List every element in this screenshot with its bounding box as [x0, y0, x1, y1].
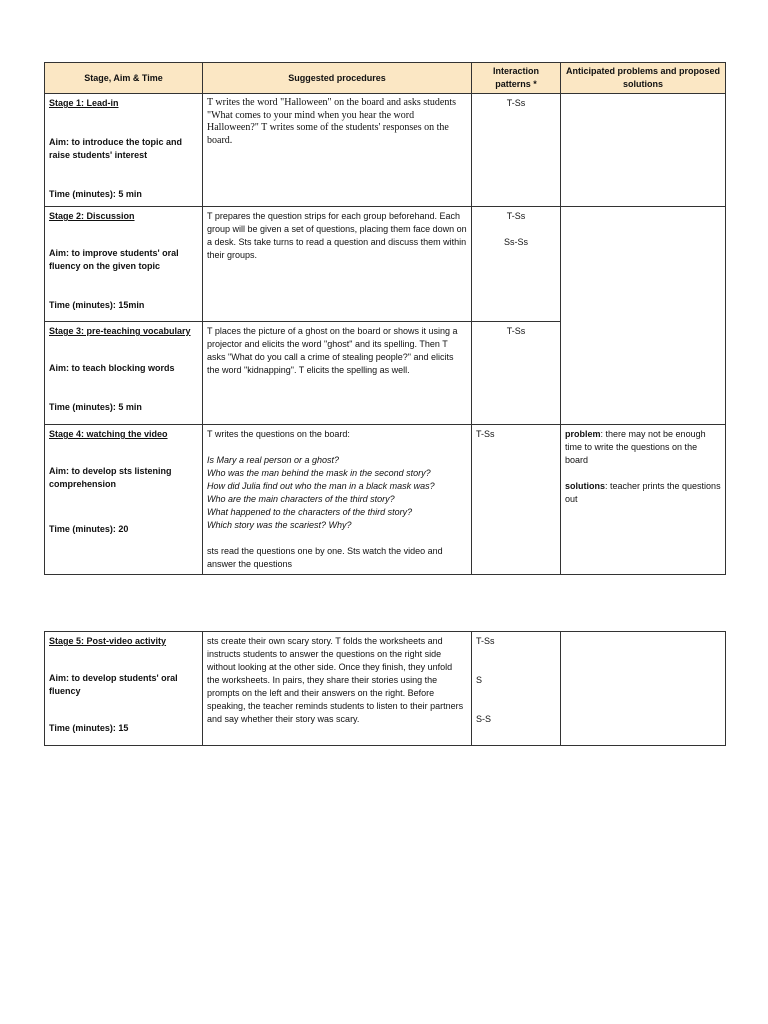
stage2-time: Time (minutes): 15min — [49, 300, 145, 310]
header-problems: Anticipated problems and proposed solutions — [561, 63, 726, 94]
stage4-question-2: Who was the man behind the mask in the second story? — [207, 468, 431, 478]
stage5-pattern-1: T-Ss — [476, 636, 495, 646]
stage4-procedure-outro: sts read the questions one by one. Sts watch the video and answer the questions — [207, 546, 443, 569]
stage3-pattern: T-Ss — [506, 326, 526, 336]
stage5-info — [45, 632, 203, 746]
stage4-procedure-intro: T writes the questions on the board: — [207, 429, 350, 439]
stage2-aim: Aim: to improve students' oral fluency on the given topic — [49, 248, 179, 271]
stage5-pattern-3: S-S — [476, 714, 492, 724]
stage4-problem-label: problem — [565, 429, 601, 439]
stage3-title: Stage 3: pre-teaching vocabulary — [49, 326, 191, 336]
stage3-info — [45, 322, 203, 425]
stage5-pattern-2: S — [476, 675, 483, 685]
stage2-info — [45, 207, 203, 322]
stage2-pattern-1: T-Ss — [506, 211, 526, 221]
stage4-question-4: Who are the main characters of the third story? — [207, 494, 395, 504]
stage3-time: Time (minutes): 5 min — [49, 402, 142, 412]
stage4-problems — [561, 425, 726, 575]
stage1-aim: Aim: to introduce the topic and raise students' interest — [49, 137, 182, 160]
table-row-stage1 — [45, 94, 726, 207]
stage5-title: Stage 5: Post-video activity — [49, 636, 167, 646]
stage4-aim: Aim: to develop sts listening comprehension — [49, 466, 172, 489]
stage4-time: Time (minutes): 20 — [49, 524, 129, 534]
stage4-info — [45, 425, 203, 575]
stage1-procedure: T writes the word "Halloween" on the board and asks students "What comes to your mind when you hear the word Halloween?" T writes some of the students' responses on the board. — [203, 94, 472, 207]
stage4-question-6: Which story was the scariest? Why? — [207, 520, 352, 530]
table-row-stage5 — [45, 632, 726, 746]
stage4-question-5: What happened to the characters of the third story? — [207, 507, 413, 517]
stage1-problems — [561, 94, 726, 207]
stage5-procedure: sts create their own scary story. T folds the worksheets and instructs students to answer the questions on the right side without looking at the other side. Once they finish, they unfold the worksheets. In pairs, they share their stories using the prompts on the left and their answers on the right. Before speaking, the teacher reminds students to listen to their partners and say whether their story was scary. — [203, 632, 472, 746]
stage1-time: Time (minutes): 5 min — [49, 189, 142, 199]
stage4-solution-text: : teacher prints the questions out — [565, 481, 721, 504]
stage5-aim: Aim: to develop students' oral fluency — [49, 673, 178, 696]
stage5-time: Time (minutes): 15 — [49, 723, 129, 733]
stage3-aim: Aim: to teach blocking words — [49, 363, 175, 373]
table-row-stage2 — [45, 207, 726, 322]
lesson-plan-table-continued — [44, 631, 726, 746]
stage4-title: Stage 4: watching the video — [49, 429, 168, 439]
header-stage: Stage, Aim & Time — [45, 63, 203, 94]
stage4-procedure — [203, 425, 472, 575]
stage4-patterns — [472, 425, 561, 575]
stage2-title: Stage 2: Discussion — [49, 211, 135, 221]
header-procedures: Suggested procedures — [203, 63, 472, 94]
stage1-patterns — [472, 94, 561, 207]
stage4-problem-text: : there may not be enough time to write the questions on the board — [565, 429, 706, 465]
stage2-procedure: T prepares the question strips for each group beforehand. Each group will be given a set of questions, placing them face down on a desk. Sts take turns to read a question and discuss them within their groups. — [203, 207, 472, 322]
lesson-plan-table — [44, 62, 726, 575]
stage3-patterns — [472, 322, 561, 425]
stage2-pattern-2: Ss-Ss — [503, 237, 528, 247]
header-interaction: Interaction patterns * — [472, 63, 561, 94]
stage4-pattern: T-Ss — [476, 429, 495, 439]
stage4-solution-label: solutions — [565, 481, 605, 491]
table-header-row — [45, 63, 726, 94]
stage2-3-problems — [561, 207, 726, 425]
stage4-question-3: How did Julia find out who the man in a black mask was? — [207, 481, 435, 491]
stage5-patterns — [472, 632, 561, 746]
stage3-procedure: T places the picture of a ghost on the board or shows it using a projector and elicits the word "ghost" and its spelling. Then T asks "What do you call a crime of stealing people?" and elicits the word "kidnapping". T elicits the spelling as well. — [203, 322, 472, 425]
stage1-info — [45, 94, 203, 207]
stage1-pattern: T-Ss — [506, 98, 526, 108]
table-row-stage4 — [45, 425, 726, 575]
stage5-problems — [561, 632, 726, 746]
stage2-patterns — [472, 207, 561, 322]
stage4-question-1: Is Mary a real person or a ghost? — [207, 455, 340, 465]
stage1-title: Stage 1: Lead-in — [49, 98, 119, 108]
